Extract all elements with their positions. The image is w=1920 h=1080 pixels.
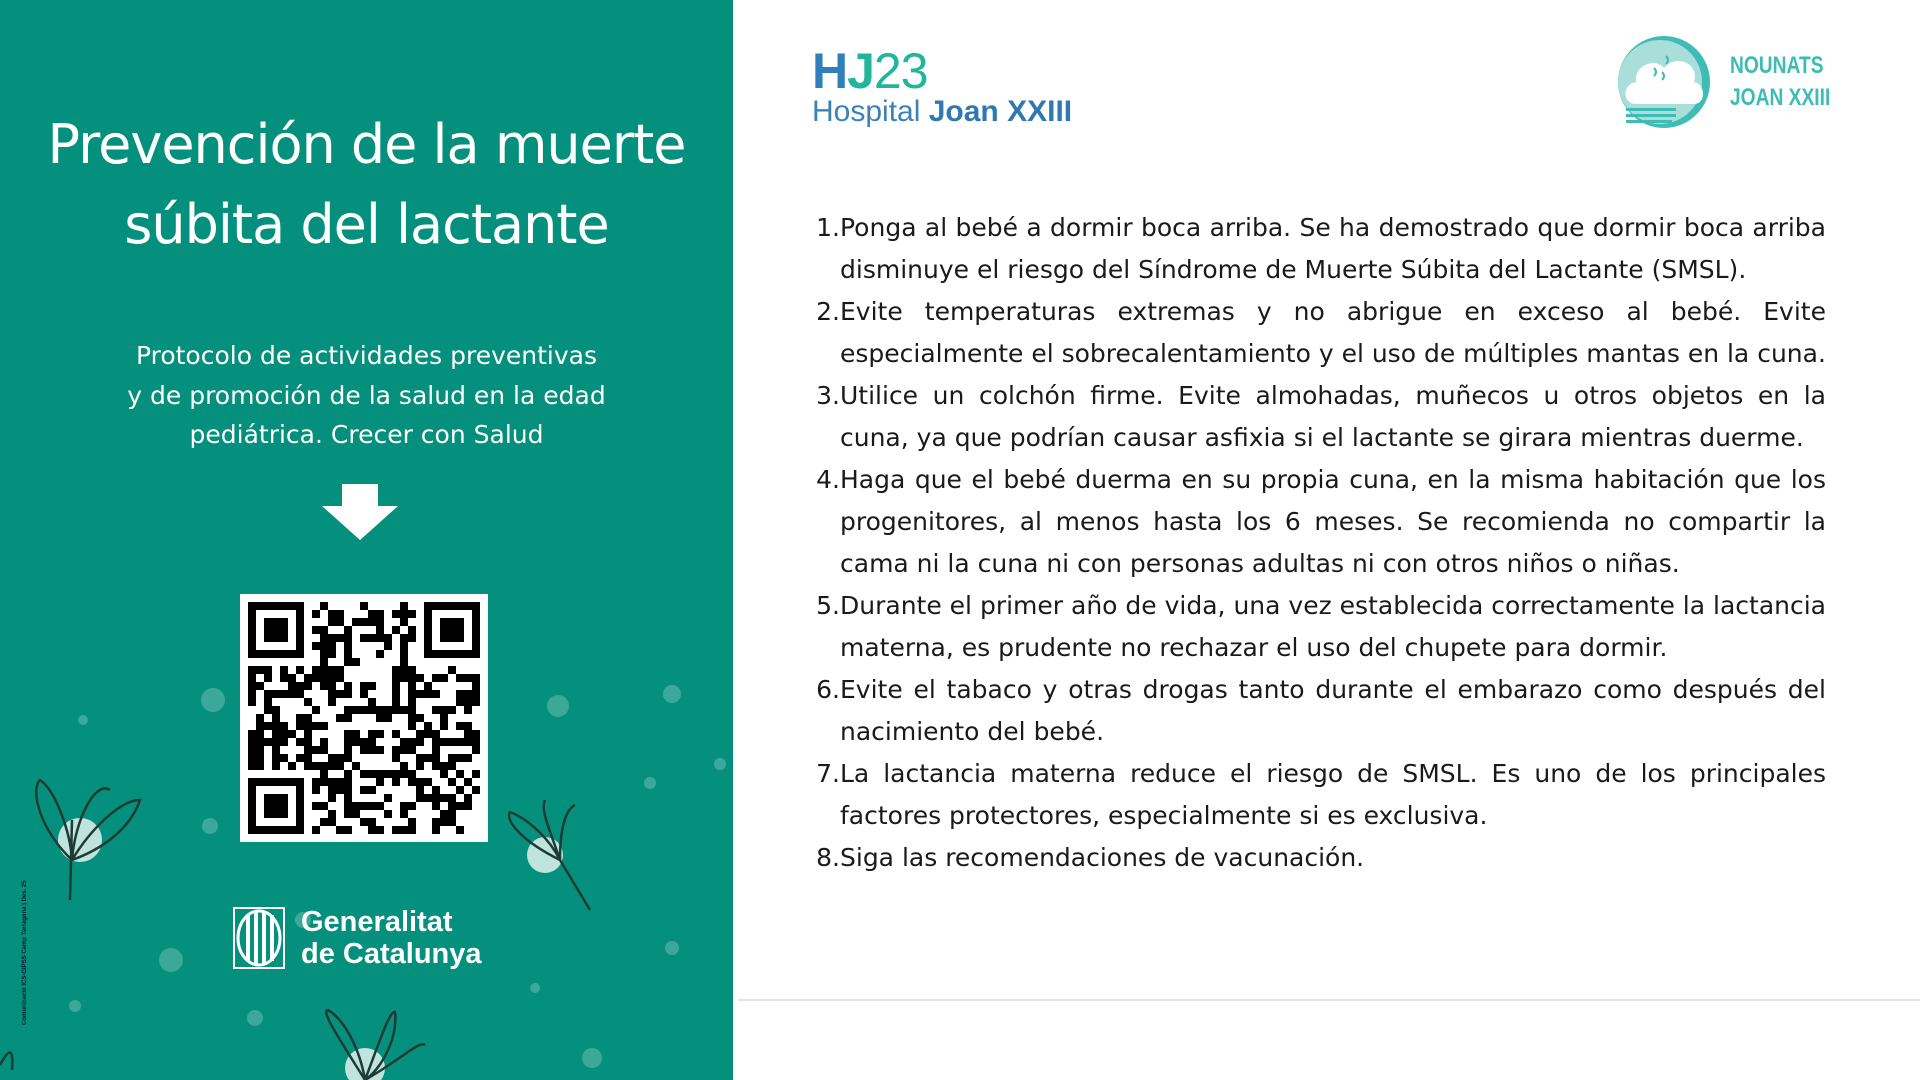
- list-item: 3. Utilice un colchón firme. Evite almohadas, muñecos u otros objetos en la cuna, ya que podrían causar asfixia si el lactante se girara mientras duerme.: [816, 381, 1826, 452]
- left-panel: [0, 0, 733, 1080]
- nounats-cloud-icon: [1614, 34, 1714, 130]
- list-item: 2. Evite temperaturas extremas y no abrigue en exceso al bebé. Evite especialmente el sobrecalentamiento y el uso de múltiples mantas en la cuna.: [816, 297, 1826, 368]
- list-item: 8. Siga las recomendaciones de vacunación.: [816, 843, 1365, 872]
- subtitle: Protocolo de actividades preventivas y de promoción de la salud en la edad pediátrica. Crecer con Salud: [127, 341, 606, 449]
- generalitat-emblem-icon: [233, 907, 285, 969]
- nounats-logo: NOUNATS JOAN XXIII: [1614, 34, 1855, 130]
- down-arrow-icon: [322, 484, 398, 540]
- list-item: 5. Durante el primer año de vida, una vez establecida correctamente la lactancia materna, es prudente no rechazar el uso del chupete para dormir.: [816, 591, 1826, 662]
- list-item: 1. Ponga al bebé a dormir boca arriba. Se ha demostrado que dormir boca arriba disminuye el riesgo del Síndrome de Muerte Súbita del Lactante (SMSL).: [816, 213, 1826, 284]
- page-title: Prevención de la muerte súbita del lactante: [47, 113, 686, 256]
- list-item: 4. Haga que el bebé duerma en su propia cuna, en la misma habitación que los progenitores, al menos hasta los 6 meses. Se recomienda no compartir la cama ni la cuna ni con personas adultas ni con otros niños o niñas.: [816, 465, 1826, 578]
- list-item: 6. Evite el tabaco y otras drogas tanto durante el embarazo como después del nacimiento del bebé.: [816, 675, 1826, 746]
- credit-text: Comunicació ICS-GIPSS Camp Tarragona | Des. 25: [22, 880, 28, 1025]
- divider: [738, 999, 1920, 1001]
- recommendations-list: [810, 207, 1826, 879]
- qr-code[interactable]: [240, 594, 488, 842]
- generalitat-logo: Generalitat de Catalunya: [233, 906, 482, 970]
- hospital-logo: HJ23 Hospital Joan XXIII: [812, 43, 1073, 128]
- list-item: 7. La lactancia materna reduce el riesgo de SMSL. Es uno de los principales factores protectores, especialmente si es exclusiva.: [816, 759, 1826, 830]
